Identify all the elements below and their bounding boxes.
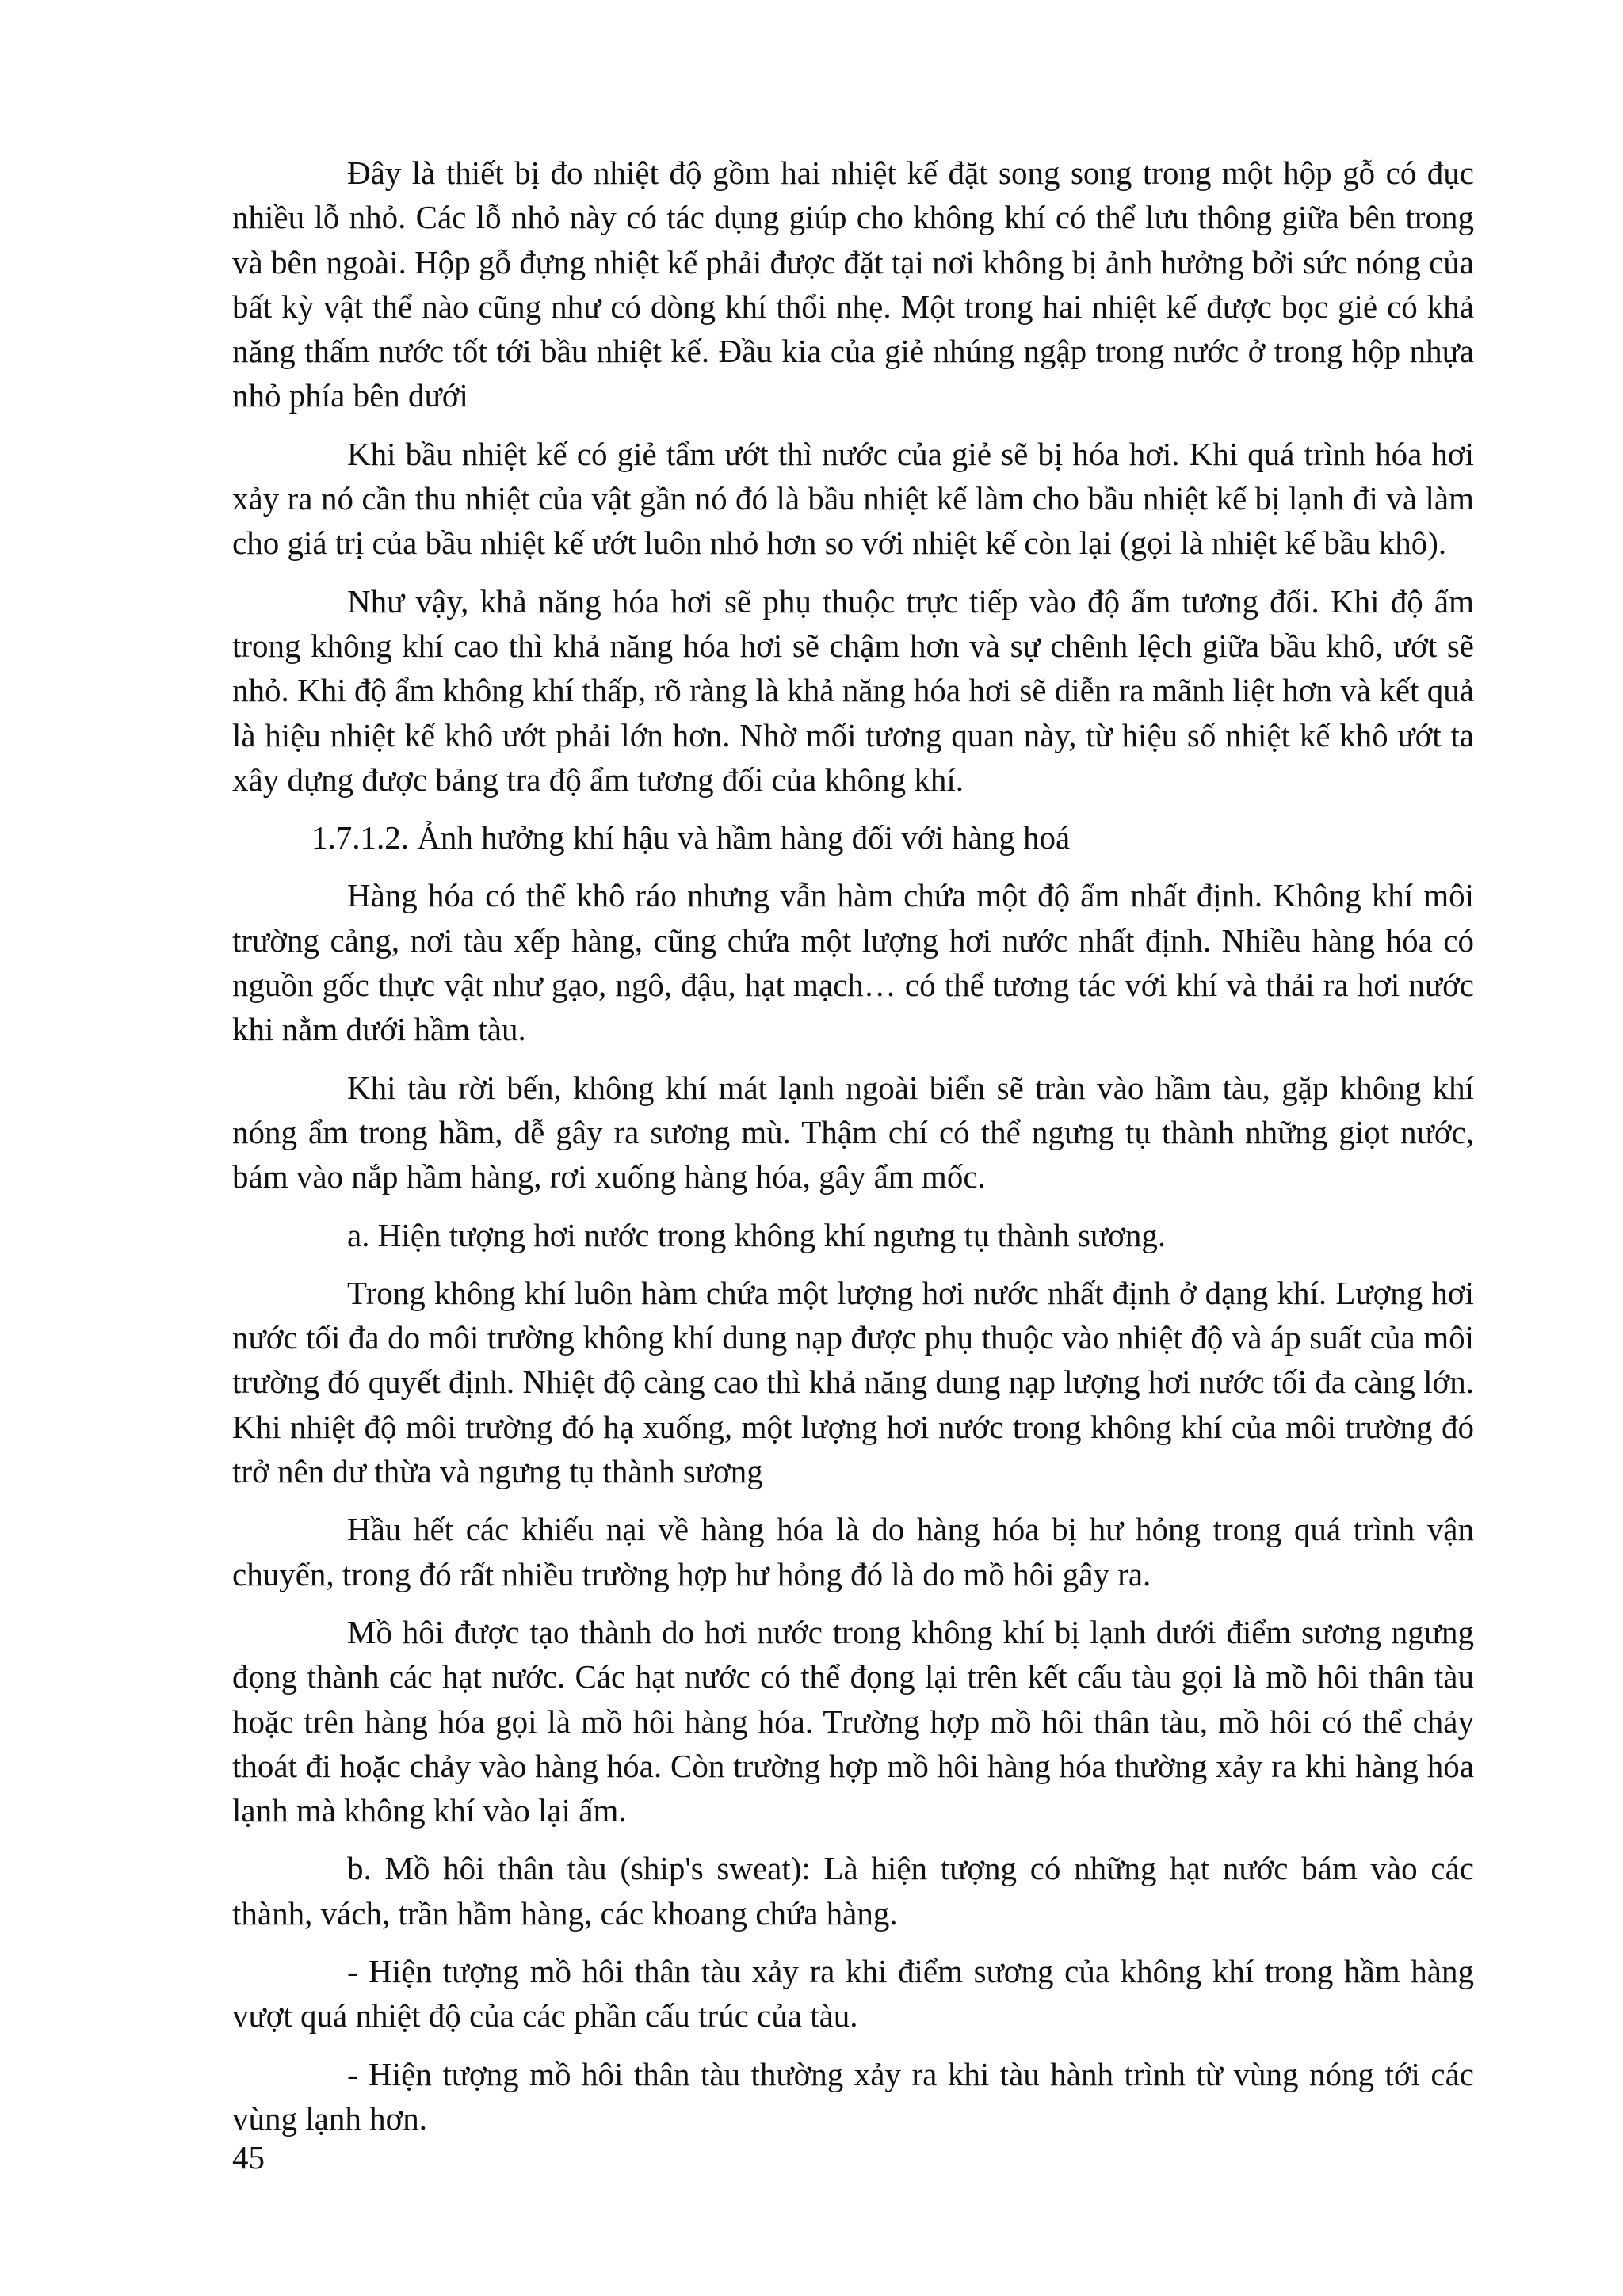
paragraph-relative-humidity: Như vậy, khả năng hóa hơi sẽ phụ thuộc trực tiếp vào độ ẩm tương đối. Khi độ ẩm trong không khí cao thì khả năng hóa hơi sẽ chậm hơn và sự chênh lệch giữa bầu khô, ướt sẽ nhỏ. Khi độ ẩm không khí thấp, rõ ràng là khả năng hóa hơi sẽ diễn ra mãnh liệt hơn và kết quả là hiệu nhiệt kế khô ướt phải lớn hơn. Nhờ mối tương quan này, từ hiệu số nhiệt kế khô ướt ta xây dựng được bảng tra độ ẩm tương đối của không khí. — [232, 582, 1474, 798]
paragraph-ship-departure: Khi tàu rời bến, không khí mát lạnh ngoài biển sẽ tràn vào hầm tàu, gặp không khí nóng ẩm trong hầm, dễ gây ra sương mù. Thậm chí có thể ngưng tụ thành những giọt nước, bám vào nắp hầm hàng, rơi xuống hàng hóa, gây ẩm mốc. — [232, 1069, 1474, 1196]
paragraph-thermometer-description: Đây là thiết bị đo nhiệt độ gồm hai nhiệt kế đặt song song trong một hộp gỗ có đục nhiều lỗ nhỏ. Các lỗ nhỏ này có tác dụng giúp cho không khí có thể lưu thông giữa bên trong và bên ngoài. Hộp gỗ đựng nhiệt kế phải được đặt tại nơi không bị ảnh hưởng bởi sức nóng của bất kỳ vật thể nào cũng như có dòng khí thổi nhẹ. Một trong hai nhiệt kế được bọc giẻ có khả năng thấm nước tốt tới bầu nhiệt kế. Đầu kia của giẻ nhúng ngập trong nước ở trong hộp nhựa nhỏ phía bên dưới — [232, 154, 1474, 414]
page-body — [232, 151, 1474, 2154]
paragraph-wet-bulb: Khi bầu nhiệt kế có giẻ tẩm ướt thì nước của giẻ sẽ bị hóa hơi. Khi quá trình hóa hơi xảy ra nó cần thu nhiệt của vật gần nó đó là bầu nhiệt kế làm cho bầu nhiệt kế bị lạnh đi và làm cho giá trị của bầu nhiệt kế ướt luôn nhỏ hơn so với nhiệt kế còn lại (gọi là nhiệt kế bầu khô). — [232, 435, 1474, 562]
page-number: 45 — [232, 2139, 265, 2176]
paragraph-sweat-formation: Mồ hôi được tạo thành do hơi nước trong không khí bị lạnh dưới điểm sương ngưng đọng thành các hạt nước. Các hạt nước có thể đọng lại trên kết cấu tàu gọi là mồ hôi thân tàu hoặc trên hàng hóa gọi là mồ hôi hàng hóa. Trường hợp mồ hôi thân tàu, mồ hôi có thể chảy thoát đi hoặc chảy vào hàng hóa. Còn trường hợp mồ hôi hàng hóa thường xảy ra khi hàng hóa lạnh mà không khí vào lại ấm. — [232, 1613, 1474, 1829]
paragraph-dew-point-bullet: - Hiện tượng mồ hôi thân tàu xảy ra khi điểm sương của không khí trong hầm hàng vượt quá nhiệt độ của các phần cấu trúc của tàu. — [232, 1952, 1474, 2035]
paragraph-ship-sweat: b. Mồ hôi thân tàu (ship's sweat): Là hiện tượng có những hạt nước bám vào các thành, vách, trần hầm hàng, các khoang chứa hàng. — [232, 1850, 1474, 1932]
paragraph-voyage-bullet: - Hiện tượng mồ hôi thân tàu thường xảy ra khi tàu hành trình từ vùng nóng tới các vùng lạnh hơn. — [232, 2055, 1474, 2137]
paragraph-claims: Hầu hết các khiếu nại về hàng hóa là do hàng hóa bị hư hỏng trong quá trình vận chuyển, trong đó rất nhiều trường hợp hư hỏng đó là do mồ hôi gây ra. — [232, 1511, 1474, 1592]
subheading-condensation: a. Hiện tượng hơi nước trong không khí ngưng tụ thành sương. — [347, 1216, 1167, 1253]
paragraph-cargo-moisture: Hàng hóa có thể khô ráo nhưng vẫn hàm chứa một độ ẩm nhất định. Không khí môi trường cảng, nơi tàu xếp hàng, cũng chứa một lượng hơi nước nhất định. Nhiều hàng hóa có nguồn gốc thực vật như gạo, ngô, đậu, hạt mạch… có thể tương tác với khí và thải ra hơi nước khi nằm dưới hầm tàu. — [232, 877, 1474, 1048]
section-heading: 1.7.1.2. Ảnh hưởng khí hậu và hầm hàng đối với hàng hoá — [311, 819, 1071, 856]
paragraph-vapor-capacity: Trong không khí luôn hàm chứa một lượng hơi nước nhất định ở dạng khí. Lượng hơi nước tối đa do môi trường không khí dung nạp được phụ thuộc vào nhiệt độ và áp suất của môi trường đó quyết định. Nhiệt độ càng cao thì khả năng dung nạp lượng hơi nước tối đa càng lớn. Khi nhiệt độ môi trường đó hạ xuống, một lượng hơi nước trong không khí của môi trường đó trở nên dư thừa và ngưng tụ thành sương — [232, 1274, 1474, 1490]
